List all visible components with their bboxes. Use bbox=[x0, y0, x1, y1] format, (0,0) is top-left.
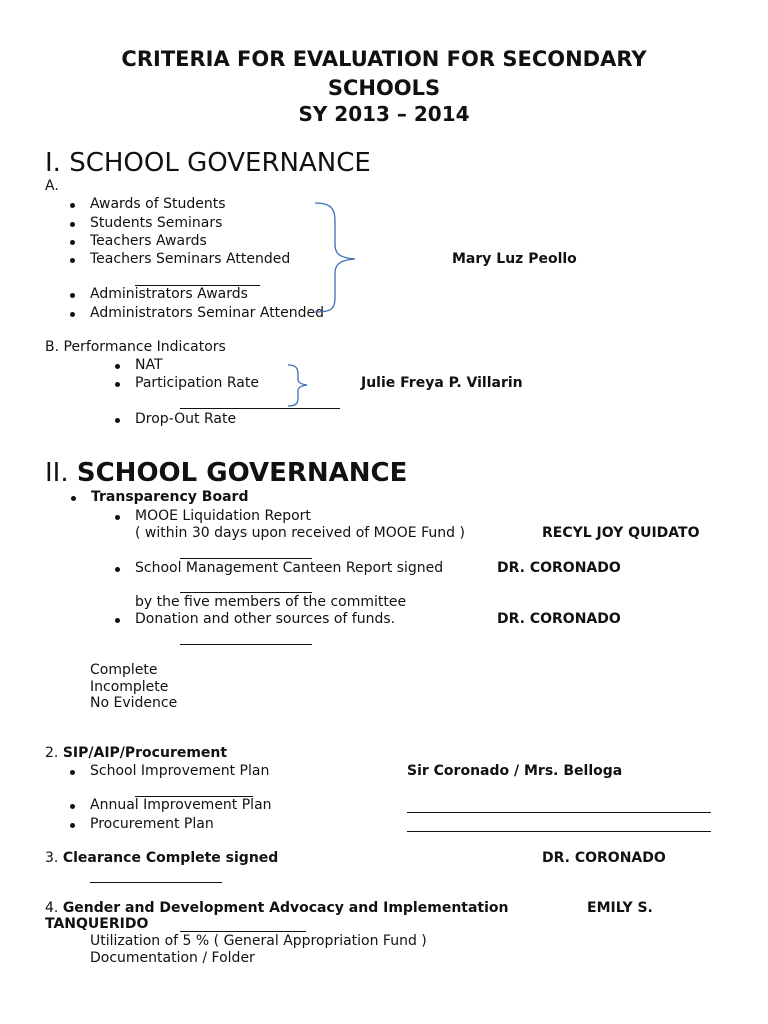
list-item-detail: ( within 30 days upon received of MOOE Fund ) bbox=[135, 525, 465, 541]
clearance-number: 3. bbox=[45, 850, 59, 866]
t-assignee-2: DR. CORONADO bbox=[497, 560, 621, 576]
status-option: Incomplete bbox=[90, 679, 169, 695]
doc-school-year: SY 2013 – 2014 bbox=[298, 102, 470, 126]
status-option: Complete bbox=[90, 662, 158, 678]
blank-line bbox=[180, 408, 340, 409]
blank-line bbox=[180, 931, 306, 932]
list-item: Teachers Awards bbox=[90, 233, 207, 249]
section1-heading bbox=[45, 148, 371, 178]
list-item: Students Seminars bbox=[90, 215, 223, 231]
list-item-detail: by the five members of the committee bbox=[135, 594, 407, 610]
list-item: School Improvement Plan bbox=[90, 763, 270, 779]
list-item: School Management Canteen Report signed bbox=[135, 560, 444, 576]
clearance-heading bbox=[45, 850, 278, 867]
section1-b-label: B. Performance Indicators bbox=[45, 339, 226, 355]
list-item: Administrators Seminar Attended bbox=[90, 305, 325, 321]
list-item: NAT bbox=[135, 357, 163, 373]
section1-a-assignee: Mary Luz Peollo bbox=[452, 251, 577, 267]
list-item-detail: Utilization of 5 % ( General Appropriation Fund ) bbox=[90, 933, 427, 949]
doc-title-line1: CRITERIA FOR EVALUATION FOR SECONDARY bbox=[121, 47, 647, 71]
section2-title: SCHOOL GOVERNANCE bbox=[76, 458, 408, 488]
list-item: Participation Rate bbox=[135, 375, 259, 391]
gad-number: 4. bbox=[45, 900, 59, 916]
section1-title: SCHOOL GOVERNANCE bbox=[69, 148, 371, 178]
section2-numeral: II. bbox=[45, 458, 69, 488]
list-item: Annual Improvement Plan bbox=[90, 797, 272, 813]
clearance-label: Clearance Complete signed bbox=[62, 850, 279, 866]
blank-line bbox=[407, 812, 711, 813]
list-item: Administrators Awards bbox=[90, 286, 248, 302]
t-assignee-3: DR. CORONADO bbox=[497, 611, 621, 627]
sip-assignee: Sir Coronado / Mrs. Belloga bbox=[407, 763, 623, 779]
list-item-detail: Documentation / Folder bbox=[90, 950, 255, 966]
blank-line bbox=[180, 558, 312, 559]
list-item: MOOE Liquidation Report bbox=[135, 508, 311, 524]
blank-line bbox=[90, 882, 222, 883]
list-item: Teachers Seminars Attended bbox=[90, 251, 291, 267]
blank-line bbox=[180, 644, 312, 645]
section1-b-assignee: Julie Freya P. Villarin bbox=[361, 375, 523, 391]
sip-heading bbox=[45, 745, 227, 762]
list-item: Awards of Students bbox=[90, 196, 226, 212]
clearance-assignee: DR. CORONADO bbox=[542, 850, 666, 866]
bracket-a bbox=[310, 200, 370, 320]
gad-label: Gender and Development Advocacy and Implementation bbox=[62, 900, 509, 916]
status-option: No Evidence bbox=[90, 695, 178, 711]
gad-assignee-part1: EMILY S. bbox=[587, 900, 653, 916]
sip-label: SIP/AIP/Procurement bbox=[62, 745, 228, 761]
list-item: Drop-Out Rate bbox=[135, 411, 237, 427]
gad-assignee-part2: TANQUERIDO bbox=[45, 916, 149, 932]
sip-number: 2. bbox=[45, 745, 59, 761]
section2-heading bbox=[45, 458, 407, 488]
section1-numeral: I. bbox=[45, 148, 61, 178]
transparency-board-label: Transparency Board bbox=[91, 489, 249, 505]
section1-a-label: A. bbox=[45, 178, 59, 194]
list-item: Donation and other sources of funds. bbox=[135, 611, 396, 627]
list-item: Procurement Plan bbox=[90, 816, 214, 832]
t-assignee-1: RECYL JOY QUIDATO bbox=[542, 525, 700, 541]
doc-title-line2: SCHOOLS bbox=[327, 76, 441, 100]
gad-heading bbox=[45, 900, 509, 917]
bracket-b bbox=[285, 363, 315, 413]
blank-line bbox=[407, 831, 711, 832]
blank-line bbox=[180, 592, 312, 593]
